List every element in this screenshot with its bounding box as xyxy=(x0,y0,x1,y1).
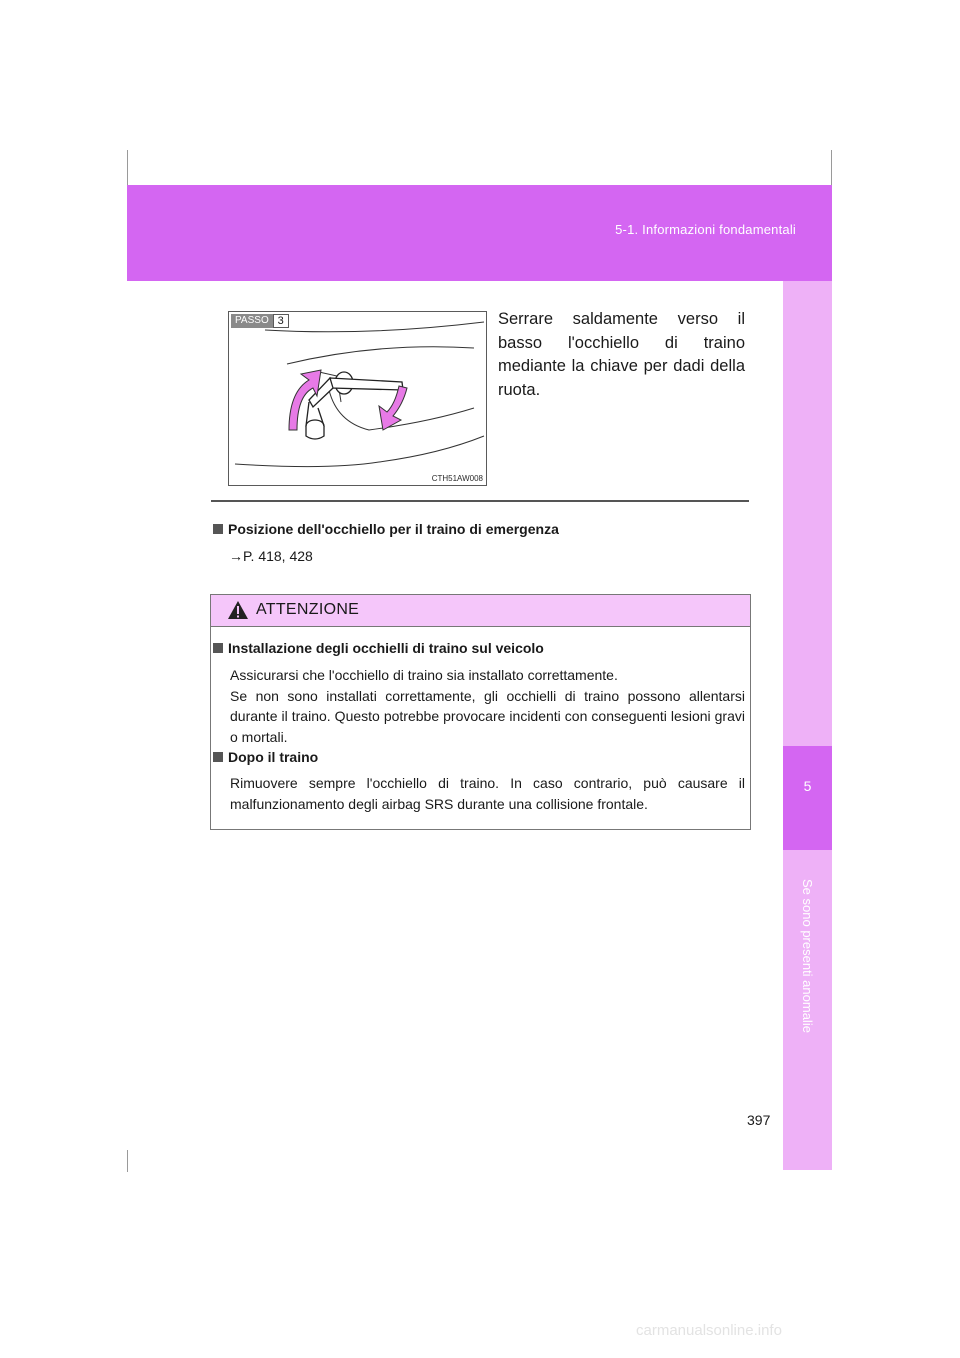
warning-line: Assicurarsi che l'occhiello di traino sia installato correttamente. xyxy=(230,667,618,683)
warning-title: ATTENZIONE xyxy=(256,601,360,618)
info-heading xyxy=(213,521,559,537)
section-title: 5-1. Informazioni fondamentali xyxy=(615,222,796,237)
warning-item-body xyxy=(230,773,745,814)
bullet-square-icon xyxy=(213,524,223,534)
page-reference: →P. 418, 428 xyxy=(229,548,313,564)
page-number: 397 xyxy=(747,1112,771,1128)
chapter-tab xyxy=(783,281,832,1170)
wrench-tightening-drawing xyxy=(229,312,488,487)
header-band xyxy=(127,185,832,281)
warning-item-title xyxy=(213,749,318,765)
warning-box xyxy=(210,594,751,830)
step-badge xyxy=(231,314,289,328)
watermark: carmanualsonline.info xyxy=(636,1322,782,1339)
info-heading-text: Posizione dell'occhiello per il traino di emergenza xyxy=(228,521,559,537)
warning-item-title-text: Installazione degli occhielli di traino sul veicolo xyxy=(228,640,544,656)
crop-mark xyxy=(127,1150,128,1172)
crop-mark xyxy=(831,150,832,185)
bullet-square-icon xyxy=(213,643,223,653)
chapter-title: Se sono presenti anomalie xyxy=(800,879,815,1033)
crop-mark xyxy=(127,150,128,185)
warning-item-body xyxy=(230,665,745,747)
step-instruction: Serrare saldamente verso il basso l'occhiello di traino mediante la chiave per dadi della ruota. xyxy=(498,310,745,399)
step-number: 3 xyxy=(273,314,289,328)
step-label: PASSO xyxy=(231,314,273,328)
image-code: CTH51AW008 xyxy=(431,474,483,483)
chapter-number: 5 xyxy=(783,746,832,850)
bullet-square-icon xyxy=(213,752,223,762)
tow-eye-illustration xyxy=(228,311,487,486)
warning-line: Se non sono installati correttamente, gli occhielli di traino possono allentarsi durante il traino. Questo potrebbe provocare incidenti con conseguenti lesioni gravi o mortali. xyxy=(230,687,745,745)
section-divider xyxy=(211,500,749,502)
warning-item-title-text: Dopo il traino xyxy=(228,749,319,765)
warning-line: Rimuovere sempre l'occhiello di traino. In caso contrario, può causare il malfunzionamento degli airbag SRS durante una collisione frontale. xyxy=(230,775,745,812)
warning-triangle-icon xyxy=(227,600,249,620)
warning-header xyxy=(211,595,750,627)
warning-item-title xyxy=(213,640,544,656)
